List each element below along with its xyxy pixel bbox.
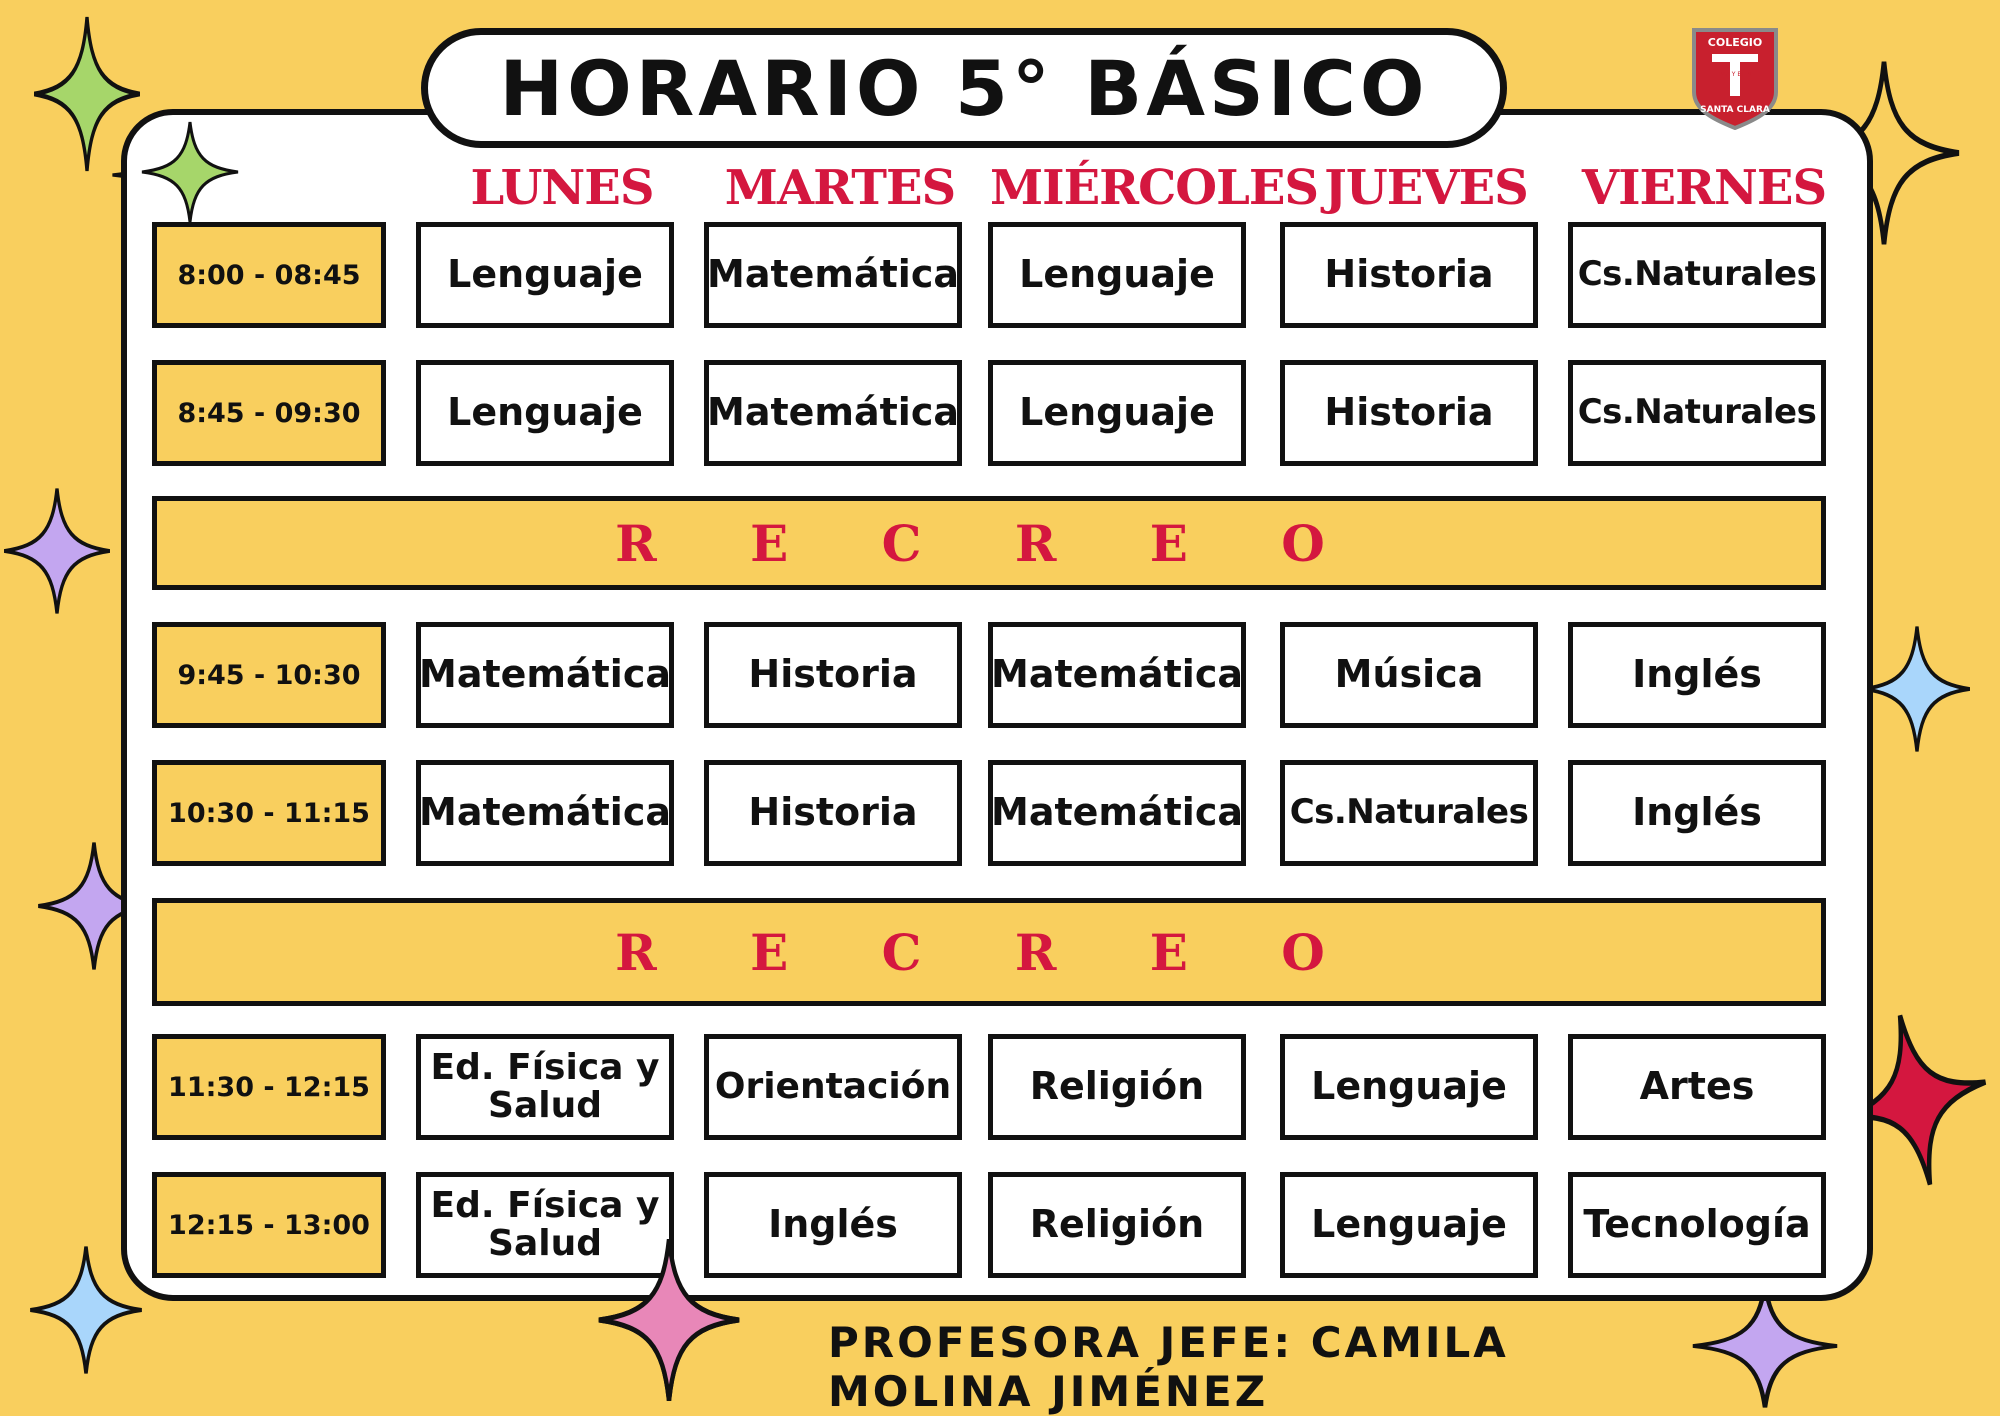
schedule-cell: Lenguaje [416,360,674,466]
time-slot: 8:45 - 09:30 [152,360,386,466]
schedule-cell: Ed. Física y Salud [416,1034,674,1140]
logo-bottom-text: SANTA CLARA [1700,105,1770,115]
purple-star-icon [2,486,112,616]
schedule-cell: Artes [1568,1034,1826,1140]
schedule-cell: Matemática [988,760,1246,866]
day-header-monday: LUNES [470,160,654,216]
break-banner: R E C R E O [152,496,1826,590]
logo-top-text: COLEGIO [1707,36,1763,49]
green-star-icon [140,120,240,224]
schedule-cell: Lenguaje [416,222,674,328]
schedule-cell: Historia [1280,222,1538,328]
schedule-cell: Religión [988,1172,1246,1278]
schedule-cell: Historia [1280,360,1538,466]
schedule-cell: Lenguaje [1280,1034,1538,1140]
homeroom-teacher: PROFESORA JEFE: CAMILA MOLINA JIMÉNEZ [828,1318,1509,1416]
schedule-cell: Inglés [1568,622,1826,728]
time-slot: 11:30 - 12:15 [152,1034,386,1140]
pink-star-icon [596,1236,742,1404]
day-header-friday: VIERNES [1581,160,1827,216]
schedule-cell: Lenguaje [988,222,1246,328]
schedule-cell: Historia [704,622,962,728]
blue-star-icon [1862,624,1972,754]
schedule-cell: Matemática [704,222,962,328]
school-logo [1690,26,1780,130]
schedule-cell: Matemática [988,622,1246,728]
time-slot: 10:30 - 11:15 [152,760,386,866]
schedule-cell: Música [1280,622,1538,728]
schedule-cell: Lenguaje [988,360,1246,466]
schedule-cell: Inglés [704,1172,962,1278]
purple-star-icon [1690,1282,1840,1410]
time-slot: 12:15 - 13:00 [152,1172,386,1278]
logo-middle-text: PAZ Y BIEN [1718,71,1752,78]
schedule-cell: Cs.Naturales [1280,760,1538,866]
schedule-cell: Religión [988,1034,1246,1140]
time-slot: 8:00 - 08:45 [152,222,386,328]
schedule-cell: Matemática [416,760,674,866]
schedule-cell: Ed. Física y Salud [416,1172,674,1278]
day-header-wednesday: MIÉRCOLES [990,160,1319,216]
schedule-cell: Lenguaje [1280,1172,1538,1278]
schedule-cell: Matemática [416,622,674,728]
page-title: HORARIO 5° BÁSICO [421,28,1507,148]
schedule-cell: Historia [704,760,962,866]
schedule-cell: Tecnología [1568,1172,1826,1278]
day-header-thursday: JUEVES [1324,160,1528,216]
schedule-cell: Inglés [1568,760,1826,866]
schedule-cell: Orientación [704,1034,962,1140]
break-banner: R E C R E O [152,898,1826,1006]
day-header-tuesday: MARTES [724,160,956,216]
schedule-cell: Matemática [704,360,962,466]
schedule-cell: Cs.Naturales [1568,222,1826,328]
schedule-cell: Cs.Naturales [1568,360,1826,466]
time-slot: 9:45 - 10:30 [152,622,386,728]
